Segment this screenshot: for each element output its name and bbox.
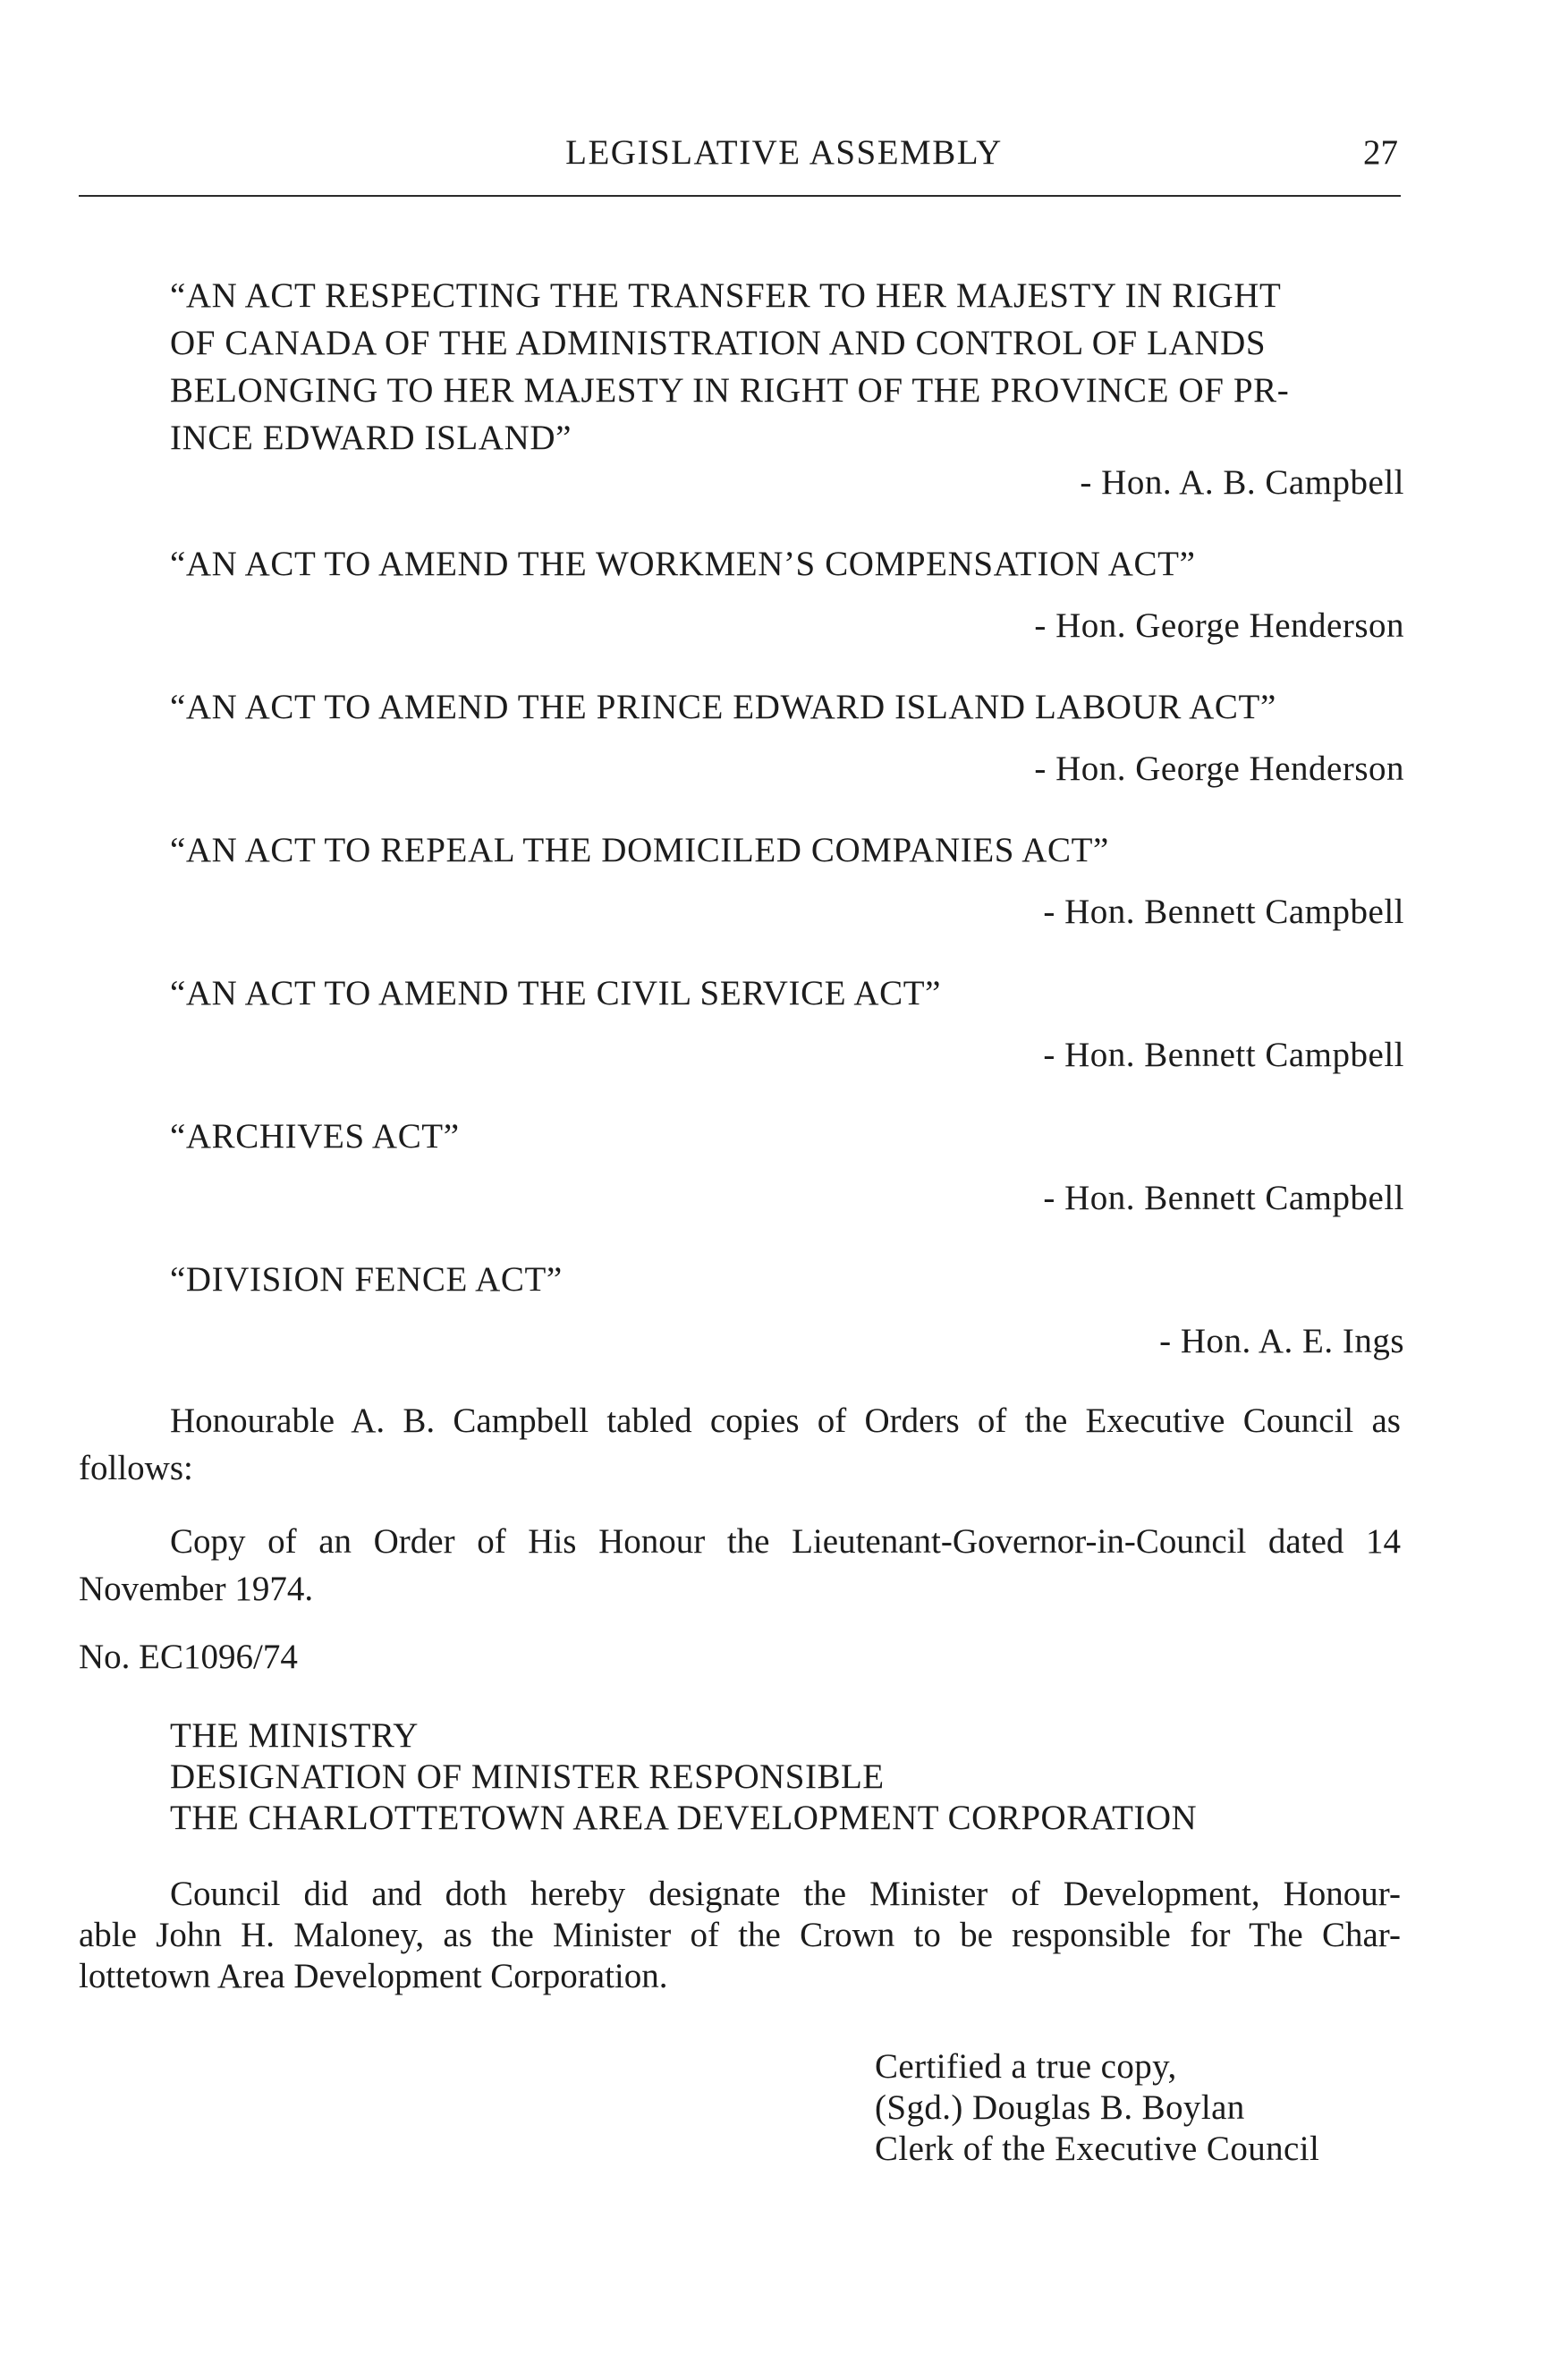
certification-line: Clerk of the Executive Council — [875, 2130, 1320, 2168]
order-heading-line: THE CHARLOTTETOWN AREA DEVELOPMENT CORPORATION — [170, 1799, 1198, 1837]
act-title-line: BELONGING TO HER MAJESTY IN RIGHT OF THE PROVINCE OF PR- — [170, 371, 1290, 410]
act-title-line: “AN ACT RESPECTING THE TRANSFER TO HER MAJESTY IN RIGHT — [170, 276, 1282, 315]
order-body-paragraph — [79, 1874, 1401, 1997]
act-sponsor: - Hon. A. E. Ings — [1159, 1322, 1404, 1360]
act-sponsor: - Hon. Bennett Campbell — [1043, 1036, 1404, 1074]
order-heading-line: DESIGNATION OF MINISTER RESPONSIBLE — [170, 1757, 885, 1796]
paragraph-line: Copy of an Order of His Honour the Lieutenant-Governor-in-Council dated 14 — [170, 1522, 1401, 1561]
act-title-line: INCE EDWARD ISLAND” — [170, 419, 572, 457]
paragraph-line: November 1974. — [79, 1570, 314, 1608]
certification-line: Certified a true copy, — [875, 2047, 1177, 2086]
paragraph-line: follows: — [79, 1449, 193, 1487]
running-header-title: LEGISLATIVE ASSEMBLY — [565, 133, 1003, 172]
act-title-archives: “ARCHIVES ACT” — [170, 1117, 460, 1156]
paragraph-line: lottetown Area Development Corporation. — [79, 1957, 668, 1995]
act-title-division-fence: “DIVISION FENCE ACT” — [170, 1260, 563, 1299]
page-number: 27 — [1363, 133, 1398, 172]
act-sponsor: - Hon. Bennett Campbell — [1043, 893, 1404, 931]
tabling-paragraph — [79, 1397, 1401, 1492]
paragraph-line: Council did and doth hereby designate the Minister of Development, Honour- — [170, 1875, 1401, 1913]
act-sponsor: - Hon. George Henderson — [1034, 606, 1404, 645]
order-heading-line: THE MINISTRY — [170, 1716, 419, 1755]
order-heading — [170, 1715, 1197, 1839]
act-title-domiciled-companies: “AN ACT TO REPEAL THE DOMICILED COMPANIES ACT” — [170, 831, 1109, 869]
act-sponsor: - Hon. George Henderson — [1034, 749, 1404, 788]
paragraph-line: able John H. Maloney, as the Minister of the Crown to be responsible for The Char- — [79, 1916, 1401, 1954]
act-title-labour-act: “AN ACT TO AMEND THE PRINCE EDWARD ISLAND LABOUR ACT” — [170, 688, 1276, 726]
act-title-workmens-compensation: “AN ACT TO AMEND THE WORKMEN’S COMPENSATION ACT” — [170, 545, 1196, 583]
act-title-lands-transfer — [170, 272, 1404, 461]
paragraph-line: Honourable A. B. Campbell tabled copies of Orders of the Executive Council as — [170, 1401, 1401, 1440]
act-sponsor: - Hon. Bennett Campbell — [1043, 1179, 1404, 1217]
certification-line: (Sgd.) Douglas B. Boylan — [875, 2088, 1245, 2127]
act-title-line: OF CANADA OF THE ADMINISTRATION AND CONTROL OF LANDS — [170, 324, 1267, 362]
certification-block — [875, 2046, 1319, 2170]
order-number: No. EC1096/74 — [79, 1638, 298, 1676]
act-sponsor: - Hon. A. B. Campbell — [1080, 463, 1404, 502]
header-rule — [79, 195, 1401, 197]
act-title-civil-service: “AN ACT TO AMEND THE CIVIL SERVICE ACT” — [170, 974, 942, 1012]
copy-of-order-paragraph — [79, 1518, 1401, 1613]
